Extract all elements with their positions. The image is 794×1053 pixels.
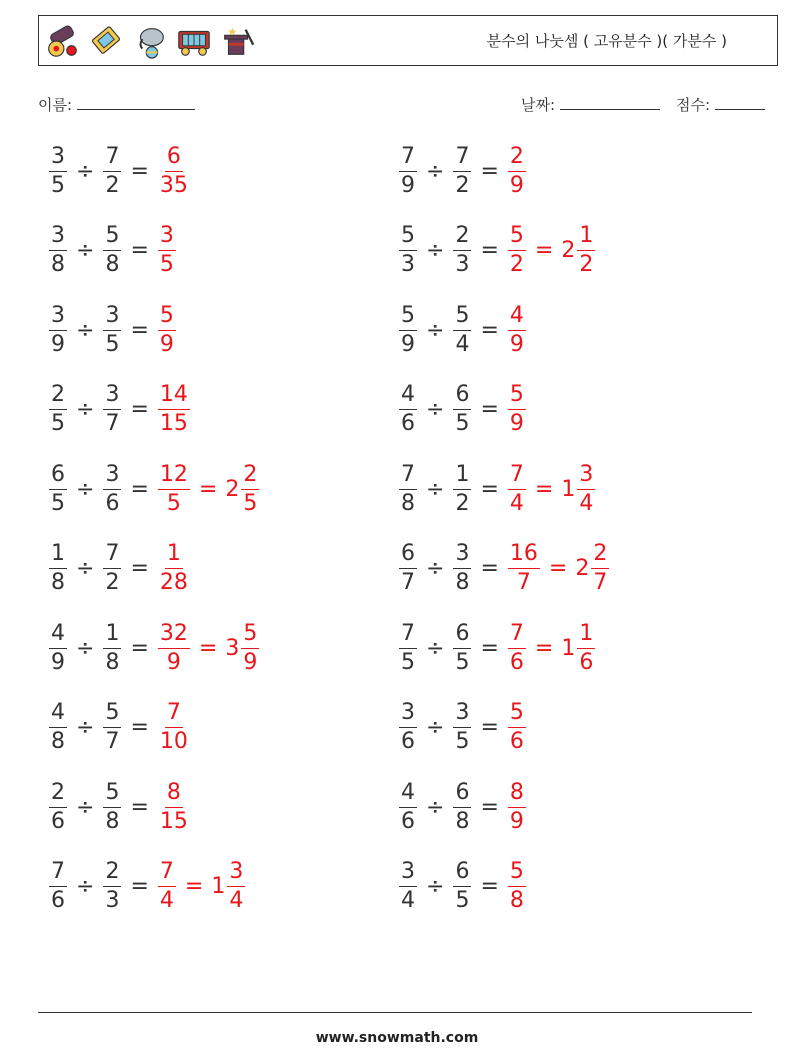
divisor-fraction-denominator: 3	[455, 252, 470, 277]
answer-fraction-numerator: 12	[158, 464, 190, 490]
equals-sign: =	[130, 317, 149, 343]
equals-sign: =	[480, 635, 499, 661]
dividend-fraction-denominator: 5	[401, 649, 415, 675]
name-label: 이름:	[38, 96, 73, 114]
divisor-fraction	[453, 861, 471, 912]
divide-sign: ÷	[426, 238, 445, 263]
answer-fraction-numerator: 5	[508, 225, 526, 251]
divisor-fraction-denominator: 8	[455, 808, 470, 834]
header-icons	[43, 20, 257, 62]
dividend-fraction-numerator: 5	[399, 305, 417, 331]
answer-fraction	[158, 861, 176, 912]
equals-sign: =	[480, 476, 499, 502]
answer-fraction-numerator: 1	[165, 543, 183, 569]
divisor-fraction-denominator: 8	[105, 649, 120, 675]
equals-sign: =	[198, 476, 218, 502]
dividend-fraction	[49, 302, 67, 357]
mixed-whole-number: 1	[561, 635, 576, 661]
divisor-fraction	[453, 779, 471, 834]
divisor-fraction	[103, 302, 121, 357]
mixed-fraction-denominator: 4	[229, 888, 244, 913]
score-blank[interactable]	[715, 95, 765, 110]
date-blank[interactable]	[560, 95, 660, 110]
problem-row	[396, 380, 529, 440]
problem-row	[396, 698, 529, 758]
answer-fraction-numerator: 3	[158, 225, 176, 251]
equals-sign: =	[130, 715, 149, 740]
answer-fraction	[158, 702, 190, 753]
answer-fraction	[508, 861, 526, 912]
problem-row	[396, 539, 612, 599]
dividend-fraction-numerator: 4	[399, 782, 417, 808]
dividend-fraction	[49, 861, 67, 912]
answer-fraction	[158, 620, 190, 675]
divisor-fraction-denominator: 2	[455, 172, 470, 198]
mixed-fraction-numerator: 1	[577, 225, 595, 251]
magic-hat-icon	[219, 22, 257, 60]
answer-fraction-numerator: 32	[158, 623, 190, 649]
answer-fraction-numerator: 7	[508, 623, 526, 649]
dividend-fraction-denominator: 6	[51, 808, 65, 834]
footer-divider	[38, 1012, 752, 1013]
dividend-fraction	[399, 225, 417, 276]
dividend-fraction	[399, 543, 417, 594]
divisor-fraction-denominator: 5	[105, 331, 120, 357]
problem-row	[46, 300, 179, 360]
dividend-fraction-denominator: 9	[51, 649, 65, 675]
mixed-fraction-denominator: 4	[579, 490, 594, 516]
answer-fraction-numerator: 4	[508, 305, 526, 331]
divisor-fraction-numerator: 5	[103, 702, 121, 728]
mixed-fraction	[577, 225, 595, 276]
divisor-fraction	[103, 779, 121, 834]
equals-sign: =	[130, 476, 149, 502]
mixed-fraction-denominator: 9	[243, 649, 258, 675]
answer-fraction	[508, 384, 526, 435]
worksheet-header	[38, 15, 778, 66]
divisor-fraction-numerator: 6	[453, 861, 471, 887]
mixed-fraction	[577, 620, 595, 675]
mixed-fraction	[577, 461, 595, 516]
divisor-fraction	[103, 461, 121, 516]
answer-fraction-numerator: 14	[158, 384, 190, 410]
dividend-fraction-numerator: 6	[399, 543, 417, 569]
dividend-fraction	[399, 384, 417, 435]
dividend-fraction-numerator: 7	[399, 146, 417, 172]
dividend-fraction-numerator: 2	[49, 384, 67, 410]
divisor-fraction-denominator: 2	[105, 570, 120, 595]
dividend-fraction	[399, 620, 417, 675]
divisor-fraction-numerator: 1	[453, 464, 471, 490]
mixed-fraction-denominator: 5	[243, 490, 258, 516]
divisor-fraction-numerator: 3	[103, 384, 121, 410]
equals-sign: =	[198, 635, 218, 661]
answer-fraction-numerator: 7	[508, 464, 526, 490]
divisor-fraction-numerator: 6	[453, 782, 471, 808]
problem-row	[396, 141, 529, 201]
ticket-icon	[87, 22, 125, 60]
mixed-fraction-denominator: 7	[593, 570, 608, 595]
divisor-fraction	[453, 543, 471, 594]
mixed-fraction	[241, 620, 259, 675]
equals-sign: =	[480, 238, 499, 263]
divisor-fraction-denominator: 2	[455, 490, 470, 516]
divisor-fraction-numerator: 5	[453, 305, 471, 331]
equals-sign: =	[480, 556, 499, 581]
mixed-whole-number: 2	[575, 556, 590, 581]
dividend-fraction	[49, 461, 67, 516]
dividend-fraction-denominator: 5	[51, 411, 65, 436]
mixed-fraction-numerator: 2	[241, 464, 259, 490]
answer-fraction-numerator: 7	[165, 702, 183, 728]
answer-fraction-denominator: 15	[159, 808, 188, 834]
divisor-fraction-numerator: 2	[453, 225, 471, 251]
divisor-fraction-denominator: 7	[105, 411, 120, 436]
answer-fraction-denominator: 8	[509, 888, 524, 913]
problem-row	[396, 300, 529, 360]
dividend-fraction-denominator: 8	[51, 570, 65, 595]
divisor-fraction-numerator: 3	[103, 464, 121, 490]
worksheet-title: 분수의 나눗셈 ( 고유분수 )( 가분수 )	[486, 32, 727, 50]
answer-fraction-denominator: 10	[159, 729, 188, 754]
dividend-fraction	[399, 702, 417, 753]
divisor-fraction-numerator: 2	[103, 861, 121, 887]
answer-fraction-denominator: 4	[509, 490, 524, 516]
equals-sign: =	[130, 635, 149, 661]
dividend-fraction-numerator: 7	[49, 861, 67, 887]
problem-row	[46, 777, 193, 837]
equals-sign: =	[480, 397, 499, 422]
answer-fraction-numerator: 8	[165, 782, 183, 808]
divisor-fraction	[103, 543, 121, 594]
answer-fraction	[158, 384, 190, 435]
divide-sign: ÷	[426, 317, 445, 343]
answer-fraction-numerator: 5	[508, 861, 526, 887]
dividend-fraction-denominator: 8	[51, 252, 65, 277]
problem-row	[46, 857, 248, 917]
divide-sign: ÷	[426, 874, 445, 899]
answer-fraction-denominator: 7	[516, 570, 531, 595]
equals-sign: =	[184, 874, 204, 899]
date-label: 날짜:	[521, 96, 556, 114]
problem-row	[46, 618, 262, 678]
equals-sign: =	[130, 158, 149, 184]
equals-sign: =	[534, 635, 554, 661]
divisor-fraction-denominator: 3	[105, 888, 120, 913]
answer-fraction	[508, 143, 526, 198]
elephant-icon	[131, 22, 169, 60]
mixed-fraction	[227, 861, 245, 912]
divide-sign: ÷	[426, 158, 445, 184]
mixed-fraction-numerator: 5	[241, 623, 259, 649]
divisor-fraction	[453, 384, 471, 435]
problem-row	[46, 380, 193, 440]
dividend-fraction-numerator: 3	[49, 225, 67, 251]
answer-fraction-denominator: 9	[166, 649, 181, 675]
answer-fraction	[508, 461, 526, 516]
dividend-fraction	[399, 779, 417, 834]
dividend-fraction	[399, 861, 417, 912]
divisor-fraction	[453, 302, 471, 357]
problem-row	[46, 698, 193, 758]
dividend-fraction-numerator: 3	[399, 861, 417, 887]
divisor-fraction-denominator: 7	[105, 729, 120, 754]
dividend-fraction	[49, 779, 67, 834]
divide-sign: ÷	[76, 715, 95, 740]
score-label: 점수:	[676, 96, 711, 114]
mixed-whole-number: 2	[225, 476, 240, 502]
divisor-fraction	[453, 702, 471, 753]
answer-fraction-denominator: 4	[159, 888, 174, 913]
answer-fraction-numerator: 2	[508, 146, 526, 172]
dividend-fraction	[49, 225, 67, 276]
dividend-fraction-numerator: 7	[399, 464, 417, 490]
answer-fraction	[508, 543, 540, 594]
answer-fraction-denominator: 9	[509, 172, 524, 198]
dividend-fraction	[49, 384, 67, 435]
divisor-fraction-numerator: 7	[103, 146, 121, 172]
dividend-fraction	[399, 302, 417, 357]
dividend-fraction-denominator: 8	[401, 490, 415, 516]
divide-sign: ÷	[426, 397, 445, 422]
dividend-fraction	[399, 461, 417, 516]
equals-sign: =	[130, 397, 149, 422]
divisor-fraction-denominator: 4	[455, 331, 470, 357]
problem-row	[46, 141, 193, 201]
divisor-fraction-denominator: 8	[455, 570, 470, 595]
name-field[interactable]	[38, 94, 195, 115]
dividend-fraction-denominator: 5	[51, 172, 65, 198]
dividend-fraction-denominator: 6	[51, 888, 65, 913]
dividend-fraction-denominator: 5	[51, 490, 65, 516]
problem-row	[396, 777, 529, 837]
dividend-fraction-denominator: 8	[51, 729, 65, 754]
dividend-fraction-numerator: 4	[399, 384, 417, 410]
divisor-fraction-denominator: 5	[455, 649, 470, 675]
dividend-fraction-denominator: 6	[401, 729, 415, 754]
answer-fraction	[508, 225, 526, 276]
answer-fraction	[158, 543, 190, 594]
divisor-fraction	[103, 702, 121, 753]
mixed-whole-number: 1	[561, 476, 576, 502]
equals-sign: =	[480, 158, 499, 184]
dividend-fraction-denominator: 3	[401, 252, 415, 277]
divisor-fraction	[103, 225, 121, 276]
mixed-fraction-numerator: 2	[591, 543, 609, 569]
answer-fraction-numerator: 5	[158, 305, 176, 331]
footer-url: www.snowmath.com	[315, 1030, 479, 1046]
name-blank[interactable]	[77, 95, 195, 110]
dividend-fraction	[49, 702, 67, 753]
answer-fraction-denominator: 6	[509, 649, 524, 675]
divisor-fraction-numerator: 7	[453, 146, 471, 172]
divide-sign: ÷	[426, 476, 445, 502]
answer-fraction	[158, 461, 190, 516]
answer-fraction-denominator: 28	[159, 570, 188, 595]
answer-fraction	[508, 620, 526, 675]
mixed-fraction-numerator: 1	[577, 623, 595, 649]
answer-fraction	[158, 143, 190, 198]
answer-fraction-denominator: 9	[159, 331, 174, 357]
divisor-fraction-numerator: 5	[103, 225, 121, 251]
answer-fraction-numerator: 6	[165, 146, 183, 172]
mixed-fraction	[591, 543, 609, 594]
divisor-fraction	[103, 861, 121, 912]
divisor-fraction-numerator: 6	[453, 384, 471, 410]
problem-row	[396, 857, 529, 917]
dividend-fraction-numerator: 2	[49, 782, 67, 808]
divisor-fraction-denominator: 5	[455, 729, 470, 754]
divisor-fraction-numerator: 7	[103, 543, 121, 569]
divisor-fraction	[453, 620, 471, 675]
divisor-fraction	[453, 143, 471, 198]
divide-sign: ÷	[76, 794, 95, 820]
dividend-fraction-denominator: 4	[401, 888, 415, 913]
divide-sign: ÷	[76, 476, 95, 502]
answer-fraction-denominator: 15	[159, 411, 188, 436]
equals-sign: =	[130, 556, 149, 581]
divide-sign: ÷	[76, 556, 95, 581]
mixed-whole-number: 3	[225, 635, 240, 661]
divisor-fraction-denominator: 5	[455, 888, 470, 913]
answer-fraction-numerator: 16	[508, 543, 540, 569]
problem-row	[396, 459, 598, 519]
cannon-icon	[43, 22, 81, 60]
divide-sign: ÷	[426, 715, 445, 740]
divisor-fraction-numerator: 6	[453, 623, 471, 649]
dividend-fraction-numerator: 4	[49, 623, 67, 649]
answer-fraction	[508, 702, 526, 753]
answer-fraction-denominator: 35	[159, 172, 188, 198]
equals-sign: =	[534, 238, 554, 263]
divisor-fraction	[453, 461, 471, 516]
problem-row	[396, 618, 598, 678]
equals-sign: =	[130, 794, 149, 820]
answer-fraction-numerator: 8	[508, 782, 526, 808]
answer-fraction	[158, 302, 176, 357]
date-field[interactable]	[521, 94, 660, 115]
mixed-fraction-denominator: 2	[579, 252, 594, 277]
dividend-fraction-numerator: 5	[399, 225, 417, 251]
problem-row	[46, 221, 179, 281]
divisor-fraction	[103, 384, 121, 435]
divisor-fraction-denominator: 8	[105, 252, 120, 277]
divide-sign: ÷	[76, 874, 95, 899]
divisor-fraction-denominator: 6	[105, 490, 120, 516]
score-field[interactable]	[676, 94, 765, 115]
dividend-fraction-denominator: 6	[401, 808, 415, 834]
problem-row	[46, 539, 193, 599]
divide-sign: ÷	[426, 794, 445, 820]
equals-sign: =	[480, 317, 499, 343]
divisor-fraction-numerator: 1	[103, 623, 121, 649]
mixed-whole-number: 2	[561, 238, 576, 263]
answer-fraction-denominator: 9	[509, 411, 524, 436]
answer-fraction-numerator: 7	[158, 861, 176, 887]
answer-fraction-numerator: 5	[508, 702, 526, 728]
divisor-fraction-numerator: 3	[453, 543, 471, 569]
answer-fraction-denominator: 6	[509, 729, 524, 754]
equals-sign: =	[480, 715, 499, 740]
answer-fraction	[508, 779, 526, 834]
problem-row	[46, 459, 262, 519]
equals-sign: =	[480, 874, 499, 899]
dividend-fraction-denominator: 6	[401, 411, 415, 436]
divide-sign: ÷	[426, 556, 445, 581]
circus-wagon-icon	[175, 22, 213, 60]
divisor-fraction-numerator: 3	[453, 702, 471, 728]
equals-sign: =	[548, 556, 568, 581]
equals-sign: =	[130, 238, 149, 263]
dividend-fraction-denominator: 9	[51, 331, 65, 357]
mixed-fraction-denominator: 6	[579, 649, 594, 675]
divide-sign: ÷	[76, 397, 95, 422]
mixed-fraction	[241, 461, 259, 516]
divide-sign: ÷	[76, 635, 95, 661]
equals-sign: =	[480, 794, 499, 820]
divisor-fraction-denominator: 2	[105, 172, 120, 198]
answer-fraction-denominator: 2	[509, 252, 524, 277]
dividend-fraction-numerator: 3	[49, 146, 67, 172]
mixed-whole-number: 1	[211, 874, 226, 899]
dividend-fraction	[49, 543, 67, 594]
divisor-fraction-numerator: 3	[103, 305, 121, 331]
dividend-fraction-denominator: 9	[401, 172, 415, 198]
answer-fraction	[158, 225, 176, 276]
problem-row	[396, 221, 598, 281]
divide-sign: ÷	[76, 158, 95, 184]
divisor-fraction-denominator: 8	[105, 808, 120, 834]
answer-fraction	[158, 779, 190, 834]
equals-sign: =	[534, 476, 554, 502]
mixed-fraction-numerator: 3	[227, 861, 245, 887]
answer-fraction-denominator: 5	[166, 490, 181, 516]
dividend-fraction-numerator: 3	[399, 702, 417, 728]
divisor-fraction	[453, 225, 471, 276]
answer-fraction	[508, 302, 526, 357]
dividend-fraction-denominator: 9	[401, 331, 415, 357]
divisor-fraction-numerator: 5	[103, 782, 121, 808]
dividend-fraction-numerator: 1	[49, 543, 67, 569]
dividend-fraction-numerator: 3	[49, 305, 67, 331]
dividend-fraction-denominator: 7	[401, 570, 415, 595]
divisor-fraction	[103, 620, 121, 675]
dividend-fraction	[49, 143, 67, 198]
divide-sign: ÷	[76, 238, 95, 263]
divide-sign: ÷	[76, 317, 95, 343]
dividend-fraction	[399, 143, 417, 198]
mixed-fraction-numerator: 3	[577, 464, 595, 490]
dividend-fraction-numerator: 4	[49, 702, 67, 728]
divisor-fraction	[103, 143, 121, 198]
divide-sign: ÷	[426, 635, 445, 661]
dividend-fraction-numerator: 7	[399, 623, 417, 649]
divisor-fraction-denominator: 5	[455, 411, 470, 436]
dividend-fraction	[49, 620, 67, 675]
dividend-fraction-numerator: 6	[49, 464, 67, 490]
equals-sign: =	[130, 874, 149, 899]
answer-fraction-numerator: 5	[508, 384, 526, 410]
answer-fraction-denominator: 9	[509, 331, 524, 357]
answer-fraction-denominator: 9	[509, 808, 524, 834]
answer-fraction-denominator: 5	[159, 252, 174, 277]
